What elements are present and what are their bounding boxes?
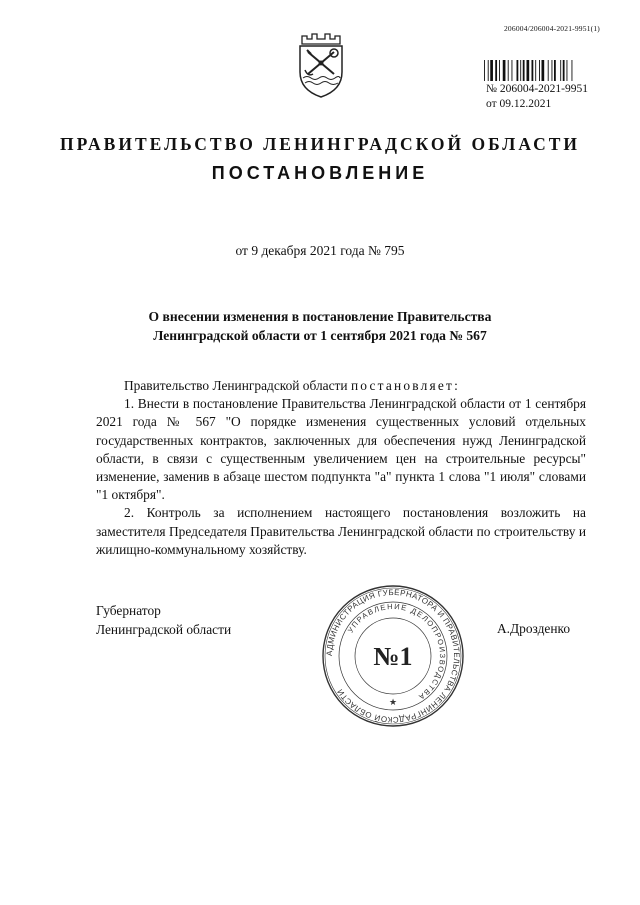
barcode-bar: [552, 60, 553, 81]
barcode: [484, 60, 600, 81]
barcode-bar: [490, 60, 493, 81]
document-subject: [100, 307, 540, 345]
intro-paragraph: [96, 377, 586, 395]
barcode-bar: [548, 60, 549, 81]
barcode-bar: [539, 60, 540, 81]
document-type: ПОСТАНОВЛЕНИЕ: [211, 163, 429, 183]
barcode-bar: [567, 60, 568, 81]
point-1: 1. Внести в постановление Правительства Ленинградской области от 1 сентября 2021 года № 567 "О порядке изменения существенных условий отдельных государственных контрактов, заключенных для обеспечения нужд Ленинградской области, в связи с существенным увеличением цен на строительные ресурсы" изменение, заменив в абзаце шестом подпункта "а" пункта 1 слова "1 июля" словами "1 октября".: [96, 396, 586, 503]
barcode-bar: [527, 60, 530, 81]
star-icon: ★: [388, 697, 398, 707]
government-title: ПРАВИТЕЛЬСТВО ЛЕНИНГРАДСКОЙ ОБЛАСТИ: [59, 134, 581, 154]
registration-number: № 206004-2021-9951: [486, 83, 589, 95]
barcode-bar: [520, 60, 521, 81]
official-seal: [320, 583, 466, 729]
barcode-bar: [523, 60, 525, 81]
signer-position-line-2: Ленинградской области: [96, 621, 232, 637]
intro-lead: Правительство Ленинградской области: [124, 378, 348, 393]
barcode-bar: [512, 60, 513, 81]
seal-number: №1: [373, 642, 413, 671]
barcode-bar: [563, 60, 565, 81]
subject-line-2: Ленинградской области от 1 сентября 2021 года № 567: [153, 328, 487, 343]
barcode-bar: [554, 60, 556, 81]
barcode-bar: [535, 60, 536, 81]
registration-date: от 09.12.2021: [486, 98, 552, 110]
barcode-bar: [508, 60, 509, 81]
seal-inner-text: УПРАВЛЕНИЕ ДЕЛОПРОИЗВОДСТВА: [345, 601, 448, 703]
barcode-bar: [495, 60, 497, 81]
document-code: 206004/206004-2021-9951(1): [503, 24, 600, 33]
signer-position-line-1: Губернатор: [96, 603, 161, 618]
subject-line-1: О внесении изменения в постановление Правительства: [148, 309, 492, 324]
point-2: 2. Контроль за исполнением настоящего постановления возложить на заместителя Председателя Правительства Ленинградской области по строительству и жилищно-коммунальному хозяйству.: [96, 505, 586, 557]
barcode-bar: [532, 60, 534, 81]
barcode-bar: [517, 60, 519, 81]
barcode-bar: [542, 60, 545, 81]
barcode-bar: [503, 60, 506, 81]
seal-ring-text: АДМИНИСТРАЦИЯ ГУБЕРНАТОРА И ПРАВИТЕЛЬСТВА ЛЕНИНГРАДСКОЙ ОБЛАСТИ: [324, 587, 462, 725]
barcode-bar: [484, 60, 485, 81]
barcode-bar: [572, 60, 573, 81]
intro-verb: постановляет:: [350, 378, 460, 393]
barcode-bar: [499, 60, 500, 81]
signer-position: [96, 602, 231, 639]
barcode-bar: [488, 60, 489, 81]
barcode-bar: [560, 60, 561, 81]
signer-name: А.Дрозденко: [497, 621, 571, 636]
coat-of-arms-icon: [294, 30, 348, 100]
document-date-number: от 9 декабря 2021 года № 795: [235, 243, 405, 258]
document-body: [96, 377, 586, 559]
